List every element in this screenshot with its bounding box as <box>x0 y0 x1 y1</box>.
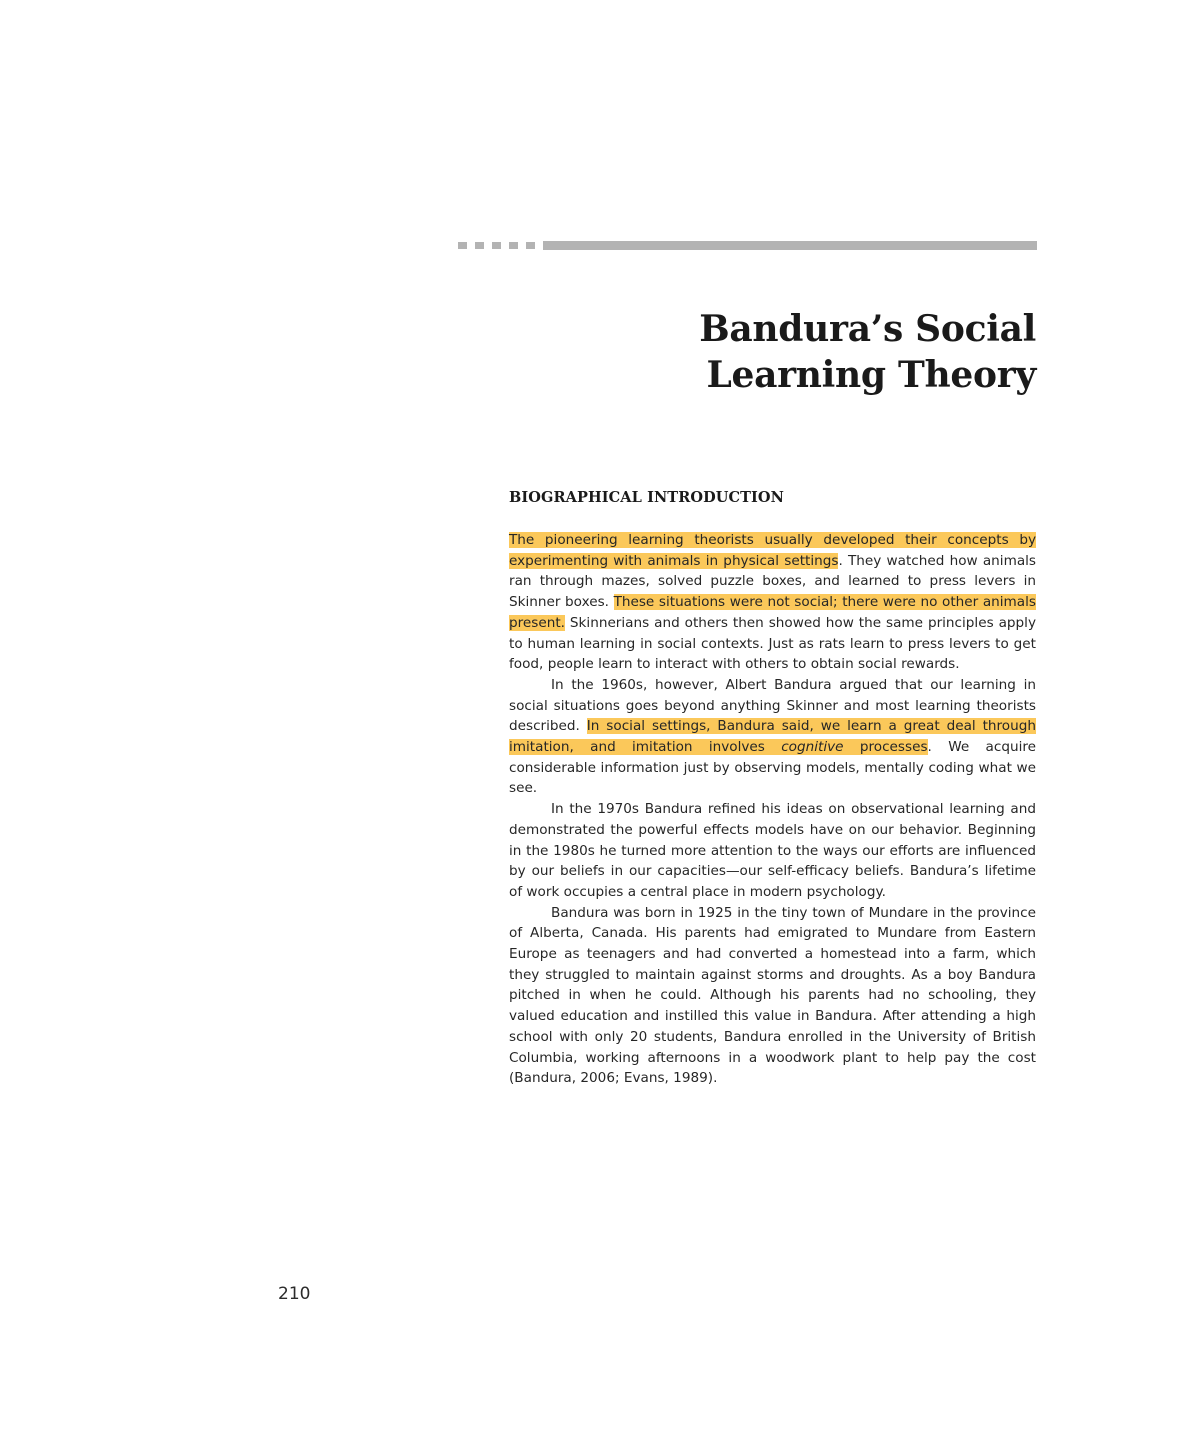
chapter-title <box>560 306 1036 398</box>
text-run: processes <box>843 739 928 756</box>
paragraph-1 <box>509 530 1036 675</box>
chapter-title-line2: Learning Theory <box>706 354 1036 396</box>
text-run: Skinnerians and others then showed how the same principles apply to human learning in social contexts. Just as rats learn to press levers to get food, people learn to interact with others to obtain social rewards. <box>509 614 1036 673</box>
rule-dash <box>492 242 501 249</box>
highlight: The pioneering learning theorists usually developed their concepts by experimenting with animals in physical settings <box>509 532 1036 569</box>
paragraph-3: In the 1970s Bandura refined his ideas on observational learning and demonstrated the powerful effects models have on our behavior. Beginning in the 1980s he turned more attention to the ways our efforts are influenced by our beliefs in our capacities—our self-efficacy beliefs. Bandura’s lifetime of work occupies a central place in modern psychology. <box>509 801 1036 900</box>
rule-dash <box>475 242 484 249</box>
rule-dash <box>526 242 535 249</box>
paragraph-2 <box>509 675 1036 799</box>
emphasis: cognitive <box>781 739 844 756</box>
rule-dash <box>458 242 467 249</box>
rule-bar <box>543 241 1037 250</box>
chapter-rule <box>458 241 1037 250</box>
text-run: . They watched how animals ran through mazes, solved puzzle boxes, and learned to press levers in Skinner boxes. <box>509 552 1037 611</box>
highlight: These situations were not social; there were no other animals present. <box>509 594 1036 631</box>
text-run: In the 1960s, however, Albert Bandura argued that our learning in social situations goes beyond anything Skinner and most learning theorists described. <box>509 676 1036 735</box>
paragraph-4: Bandura was born in 1925 in the tiny town of Mundare in the province of Alberta, Canada. His parents had emigrated to Mundare from Eastern Europe as teenagers and had converted a homestead into a farm, which they struggled to maintain against storms and droughts. As a boy Bandura pitched in when he could. Although his parents had no schooling, they valued education and instilled this value in Bandura. After attending a high school with only 20 students, Bandura enrolled in the University of British Columbia, working afternoons in a woodwork plant to help pay the cost (Bandura, 2006; Evans, 1989). <box>509 904 1036 1087</box>
text-run: . We acquire considerable information just by observing models, mentally coding what we see. <box>509 739 1036 797</box>
rule-dash <box>509 242 518 249</box>
text-run: In social settings, Bandura said, we learn a great deal through imitation, and imitation involves <box>509 718 1036 756</box>
section-heading: BIOGRAPHICAL INTRODUCTION <box>509 489 784 506</box>
page-number: 210 <box>278 1284 311 1304</box>
chapter-title-line1: Bandura’s Social <box>699 308 1036 350</box>
body-text <box>509 530 1036 1089</box>
